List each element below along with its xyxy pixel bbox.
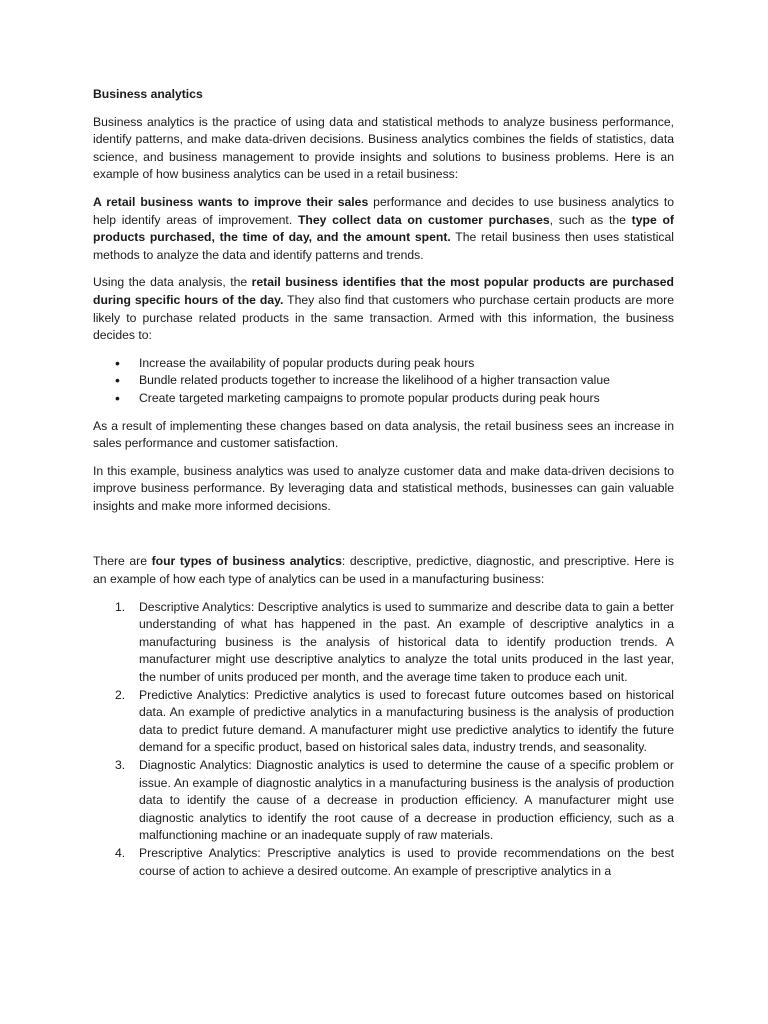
bold-text: They collect data on customer purchases <box>297 212 550 227</box>
text-run: The retail business then uses statistical methods to analyze the data and identify patterns and trends. <box>93 230 674 262</box>
bold-text: four types of business analytics <box>151 554 342 569</box>
bold-text: retail business identifies that the most popular products are purchased during specific hours of the day. <box>93 275 674 307</box>
numbered-item <box>93 845 674 880</box>
summary-paragraph: In this example, business analytics was used to analyze customer data and make data-driven decisions to improve business performance. By leveraging data and statistical methods, businesses can gain valuable insights and make more informed decisions. <box>93 463 674 513</box>
intro-paragraph: Business analytics is the practice of using data and statistical methods to analyze business performance, identify patterns, and make data-driven decisions. Business analytics combines the fields of statistics, data science, and business management to provide insights and solutions to business problems. Here is an example of how business analytics can be used in a retail business: <box>93 114 674 182</box>
decision-bullet-list <box>93 355 674 408</box>
item-number: 4. <box>115 845 126 860</box>
item-number: 1. <box>115 599 126 614</box>
text-run: Using the data analysis, the <box>93 275 252 290</box>
retail-example-paragraph <box>93 194 674 264</box>
analytics-types-list <box>93 599 674 881</box>
document-title: Business analytics <box>93 87 203 101</box>
item-text: Predictive Analytics: Predictive analytics is used to forecast future outcomes based on historical data. An example of predictive analytics in a manufacturing business is the analysis of production data to predict future demand. A manufacturer might use predictive analytics to identify the future demand for a specific product, based on historical sales data, industry trends, and seasonality. <box>139 687 674 755</box>
item-text: Descriptive Analytics: Descriptive analytics is used to summarize and describe data to gain a better understanding of what has happened in the past. An example of descriptive analytics in a manufacturing business is the analysis of historical data to identify production trends. A manufacturer might use descriptive analytics to analyze the total units produced in the last year, the number of units produced per month, and the average time taken to produce each unit. <box>139 599 674 685</box>
text-run: : descriptive, predictive, diagnostic, and prescriptive. Here is an example of how each type of analytics can be used in a manufacturing business: <box>93 554 674 587</box>
text-run: They also find that customers who purchase certain products are more likely to purchase related products in the same transaction. Armed with this information, the business decides to: <box>93 292 674 343</box>
bold-text: A retail business wants to improve their sales <box>93 194 369 209</box>
item-text: Prescriptive Analytics: Prescriptive analytics is used to provide recommendations on the best course of action to achieve a desired outcome. An example of prescriptive analytics in a <box>139 845 674 878</box>
section-spacer <box>93 525 674 553</box>
text-run: There are <box>93 554 152 569</box>
bullet-item: • Create targeted marketing campaigns to promote popular products during peak hours <box>93 390 674 408</box>
numbered-item <box>93 757 674 845</box>
analysis-paragraph <box>93 274 674 344</box>
numbered-item <box>93 599 674 687</box>
bold-text: type of products purchased, the time of day, and the amount spent. <box>93 212 674 245</box>
text-run: performance and decides to use business analytics to help identify areas of improvement. <box>93 194 674 227</box>
document-page <box>93 86 674 880</box>
types-intro-paragraph <box>93 553 674 588</box>
text-run: , such as the <box>549 212 632 227</box>
bullet-item: • Increase the availability of popular products during peak hours <box>93 355 674 373</box>
item-text: Diagnostic Analytics: Diagnostic analytics is used to determine the cause of a specific problem or issue. An example of diagnostic analytics in a manufacturing business is the analysis of production data to identify the cause of a decrease in production efficiency. A manufacturer might use diagnostic analytics to identify the root cause of a decrease in production efficiency, such as a malfunctioning machine or an inadequate supply of raw materials. <box>139 758 674 843</box>
numbered-item <box>93 687 674 757</box>
item-number: 3. <box>115 758 126 772</box>
item-number: 2. <box>115 687 126 702</box>
bullet-item: • Bundle related products together to increase the likelihood of a higher transaction value <box>93 372 674 390</box>
result-paragraph: As a result of implementing these changes based on data analysis, the retail business sees an increase in sales performance and customer satisfaction. <box>93 418 674 451</box>
